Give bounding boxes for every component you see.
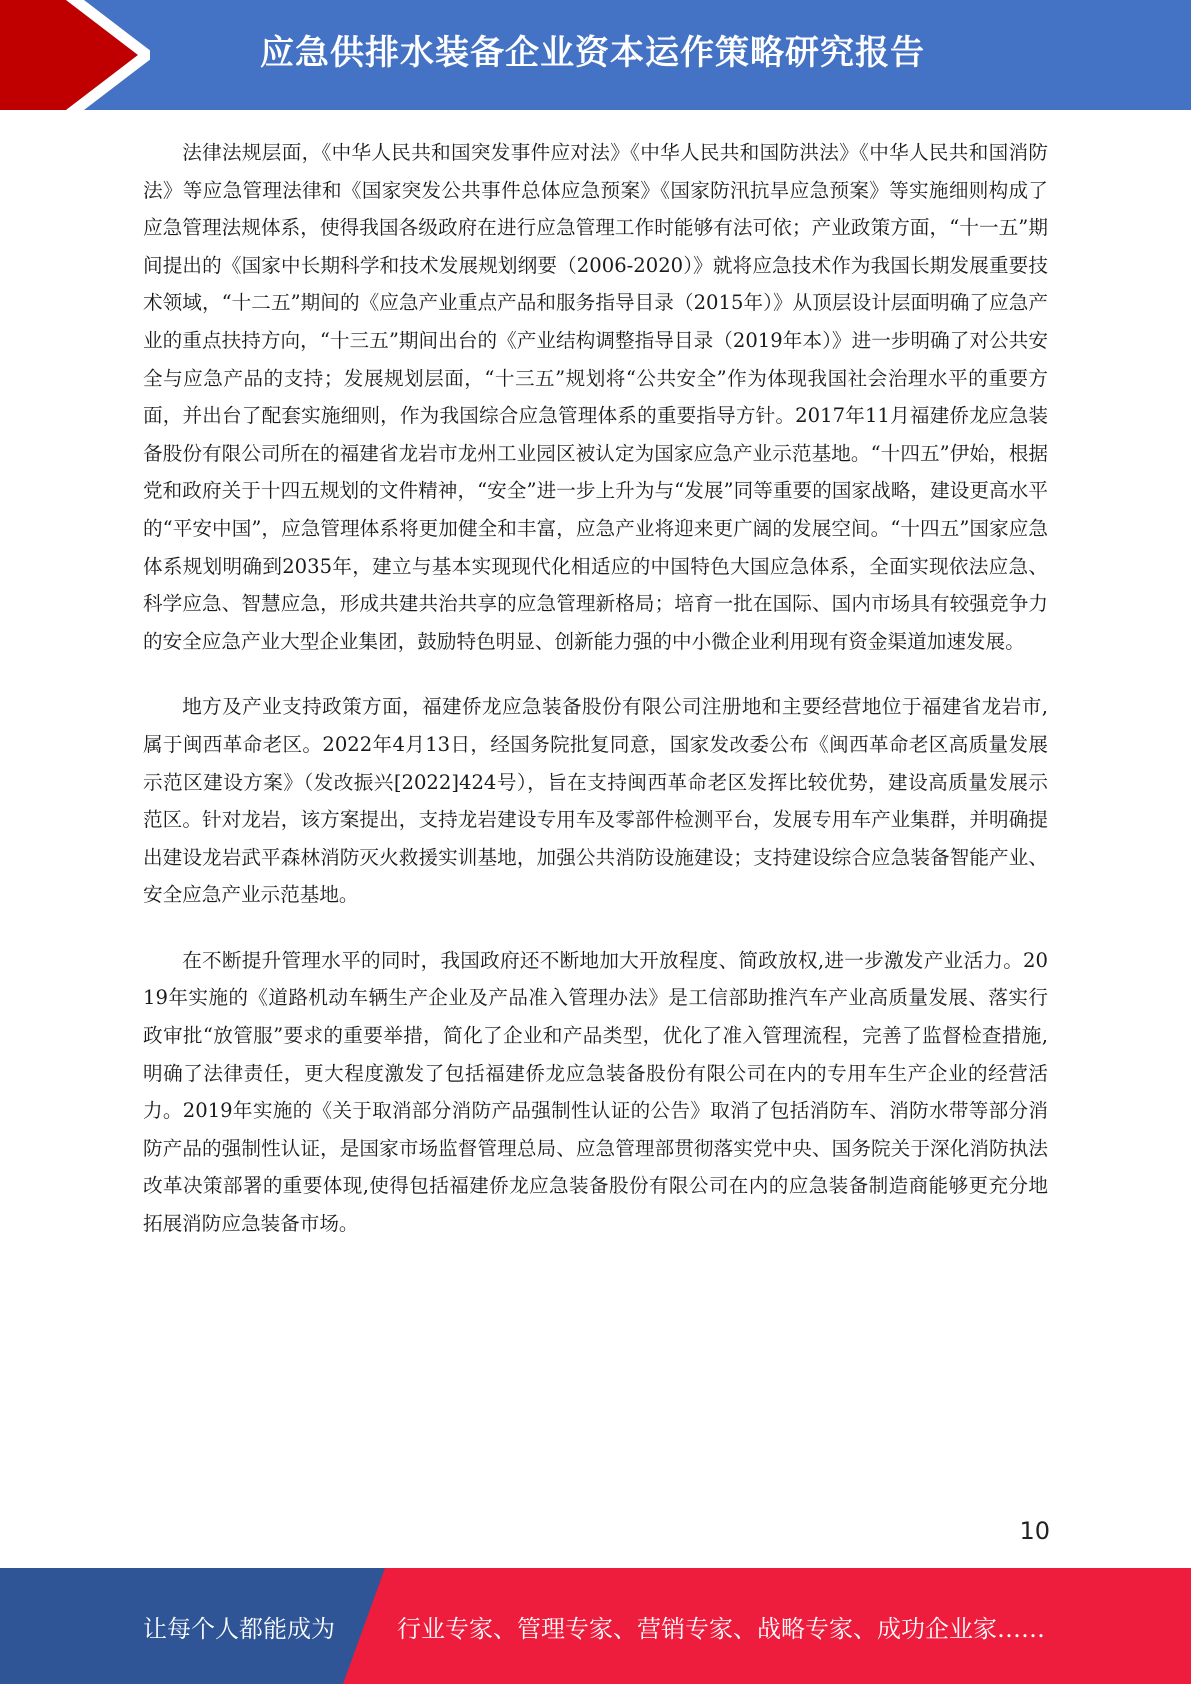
report-title: 应急供排水装备企业资本运作策略研究报告 [260, 33, 925, 73]
footer-slogan-left: 让每个人都能成为 [143, 1615, 335, 1643]
red-chevron-icon [0, 0, 150, 110]
page-number: 10 [1019, 1517, 1050, 1545]
footer-banner [0, 1568, 1191, 1684]
paragraph-deregulation: 在不断提升管理水平的同时，我国政府还不断地加大开放程度、简政放权,进一步激发产业活力。2019年实施的《道路机动车辆生产企业及产品准入管理办法》是工信部助推汽车产业高质量发展、落实行政审批“放管服”要求的重要举措，简化了企业和产品类型，优化了准入管理流程，完善了监督检查措施,明确了法律责任，更大程度激发了包括福建侨龙应急装备股份有限公司在内的专用车生产企业的经营活力。2019年实施的《关于取消部分消防产品强制性认证的公告》取消了包括消防车、消防水带等部分消防产品的强制性认证，是国家市场监督管理总局、应急管理部贯彻落实党中央、国务院关于深化消防执法改革决策部署的重要体现,使得包括福建侨龙应急装备股份有限公司在内的应急装备制造商能够更充分地拓展消防应急装备市场。 [143, 948, 1048, 1236]
footer-slogan-right: 行业专家、管理专家、营销专家、战略专家、成功企业家…… [397, 1615, 1045, 1643]
paragraph-regulations: 法律法规层面，《中华人民共和国突发事件应对法》《中华人民共和国防洪法》《中华人民共和国消防法》等应急管理法律和《国家突发公共事件总体应急预案》《国家防汛抗旱应急预案》等实施细则构成了应急管理法规体系，使得我国各级政府在进行应急管理工作时能够有法可依；产业政策方面，“十一五”期间提出的《国家中长期科学和技术发展规划纲要（2006-2020）》就将应急技术作为我国长期发展重要技术领域，“十二五”期间的《应急产业重点产品和服务指导目录（2015年）》从顶层设计层面明确了应急产业的重点扶持方向，“十三五”期间出台的《产业结构调整指导目录（2019年本）》进一步明确了对公共安全与应急产品的支持；发展规划层面，“十三五”规划将“公共安全”作为体现我国社会治理水平的重要方面，并出台了配套实施细则，作为我国综合应急管理体系的重要指导方针。2017年11月福建侨龙应急装备股份有限公司所在的福建省龙岩市龙州工业园区被认定为国家应急产业示范基地。“十四五”伊始，根据党和政府关于十四五规划的文件精神，“安全”进一步上升为与“发展”同等重要的国家战略，建设更高水平的“平安中国”，应急管理体系将更加健全和丰富，应急产业将迎来更广阔的发展空间。“十四五”国家应急体系规划明确到2035年，建立与基本实现现代化相适应的中国特色大国应急体系，全面实现依法应急、科学应急、智慧应急，形成共建共治共享的应急管理新格局；培育一批在国际、国内市场具有较强竞争力的安全应急产业大型企业集团，鼓励特色明显、创新能力强的中小微企业利用现有资金渠道加速发展。 [143, 141, 1048, 653]
paragraph-local-policy: 地方及产业支持政策方面，福建侨龙应急装备股份有限公司注册地和主要经营地位于福建省龙岩市,属于闽西革命老区。2022年4月13日，经国务院批复同意，国家发改委公布《闽西革命老区高质量发展示范区建设方案》（发改振兴[2022]424号），旨在支持闽西革命老区发挥比较优势，建设高质量发展示范区。针对龙岩，该方案提出，支持龙岩建设专用车及零部件检测平台，发展专用车产业集群，并明确提出建设龙岩武平森林消防灭火救援实训基地，加强公共消防设施建设；支持建设综合应急装备智能产业、安全应急产业示范基地。 [143, 695, 1048, 907]
main-content [143, 134, 1048, 1271]
header-bar [0, 0, 1191, 110]
